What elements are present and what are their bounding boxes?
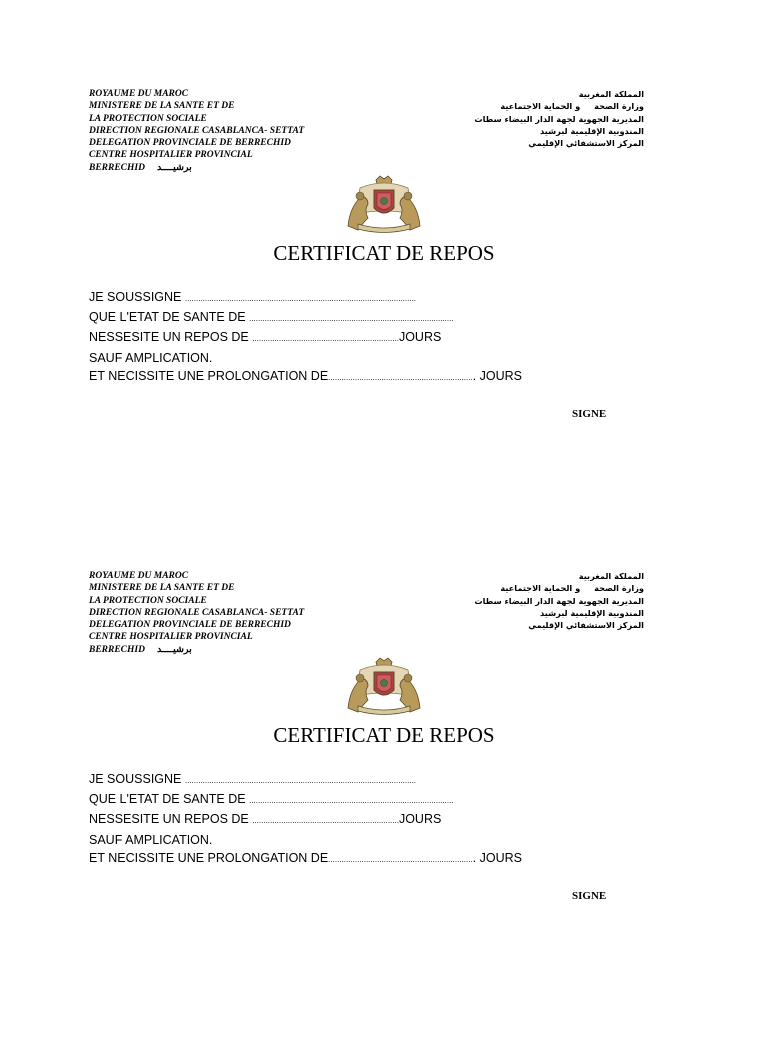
- certificate-form: [89, 770, 522, 869]
- header-left-line: DIRECTION REGIONALE CASABLANCA- SETTAT: [89, 125, 305, 136]
- certificate-form: [89, 288, 522, 387]
- fill-in-blank[interactable]: ..................................................................: [252, 816, 399, 826]
- signature-label: SIGNE: [572, 408, 607, 420]
- form-row-prolongation: [89, 367, 522, 387]
- header-left-line: LA PROTECTION SOCIALE: [89, 113, 207, 124]
- row-suffix: JOURS: [398, 812, 442, 827]
- row-label: SAUF AMPLICATION.: [89, 832, 213, 847]
- certificate-1: [0, 88, 768, 568]
- form-row-amplication: [89, 349, 522, 367]
- header-left-line: DELEGATION PROVINCIALE DE BERRECHID: [89, 620, 291, 631]
- header-left-line: ROYAUME DU MAROC: [89, 89, 189, 99]
- header-left-french: [89, 88, 304, 174]
- city-name: BERRECHID: [89, 162, 145, 173]
- header-left-line: MINISTERE DE LA SANTE ET DE: [89, 101, 235, 112]
- row-label: NESSESITE UN REPOS DE: [89, 330, 253, 345]
- form-row-amplication: [89, 831, 522, 849]
- header-left-line: CENTRE HOSPITALIER PROVINCIAL: [89, 632, 253, 643]
- city-name-arabic: برشيــــد: [156, 162, 192, 173]
- header-right-line: المندوبية الإقليمية لبرشيد: [540, 607, 644, 618]
- form-row-repos: [89, 810, 522, 830]
- row-label: SAUF AMPLICATION.: [89, 350, 213, 365]
- fill-in-blank[interactable]: .................................................................: [328, 854, 473, 864]
- form-row-repos: [89, 328, 522, 348]
- header-left-line: CENTRE HOSPITALIER PROVINCIAL: [89, 150, 253, 161]
- header-left-line: LA PROTECTION SOCIALE: [89, 595, 207, 606]
- header-right-line: [474, 100, 644, 112]
- header-right-arabic: [474, 88, 644, 149]
- fill-in-blank[interactable]: ..................................................................: [252, 334, 399, 344]
- coat-of-arms-icon: [342, 174, 426, 234]
- header-right-line: المركز الاستشفائي الإقليمي: [528, 138, 644, 149]
- fill-in-blank[interactable]: ........................................................................................................: [184, 294, 417, 303]
- header-right-line: المملكة المغربية: [578, 571, 644, 581]
- row-label: QUE L'ETAT DE SANTE DE: [89, 310, 250, 325]
- coat-of-arms-icon: [342, 656, 426, 716]
- city-name: BERRECHID: [89, 644, 145, 655]
- signature-label: SIGNE: [572, 890, 607, 902]
- form-row-prolongation: [89, 849, 522, 869]
- certificate-title: CERTIFICAT DE REPOS: [273, 723, 495, 747]
- row-label: ET NECISSITE UNE PROLONGATION DE: [89, 850, 329, 865]
- header-left-line: DIRECTION REGIONALE CASABLANCA- SETTAT: [89, 607, 305, 618]
- header-right-line: المملكة المغربية: [578, 89, 644, 99]
- header-right-line: المركز الاستشفائي الإقليمي: [528, 620, 644, 631]
- certificate-2: [0, 570, 768, 1050]
- city-name-arabic: برشيــــد: [156, 644, 192, 655]
- header-left-city: [89, 644, 304, 656]
- header-left-line: DELEGATION PROVINCIALE DE BERRECHID: [89, 138, 291, 149]
- fill-in-blank[interactable]: ............................................................................................: [249, 314, 454, 324]
- form-row-soussigne: [89, 288, 522, 308]
- header-right-ministry: وزارة الصحة: [594, 101, 644, 112]
- header-right-protection: و الحماية الاجتماعية: [500, 101, 581, 112]
- row-suffix: . JOURS: [472, 850, 522, 865]
- form-row-etat-de-sante: [89, 790, 522, 810]
- fill-in-blank[interactable]: .................................................................: [328, 372, 473, 382]
- header-right-line: المندوبية الإقليمية لبرشيد: [540, 125, 644, 136]
- header-left-city: [89, 162, 304, 174]
- row-label: NESSESITE UN REPOS DE: [89, 812, 253, 827]
- header-left-french: [89, 570, 304, 656]
- row-label: ET NECISSITE UNE PROLONGATION DE: [89, 368, 329, 383]
- row-suffix: JOURS: [398, 330, 442, 345]
- header-left-line: MINISTERE DE LA SANTE ET DE: [89, 583, 235, 594]
- header-right-line: [474, 582, 644, 594]
- form-row-soussigne: [89, 770, 522, 790]
- fill-in-blank[interactable]: ........................................................................................................: [184, 776, 417, 785]
- row-label: JE SOUSSIGNE: [89, 772, 185, 786]
- header-right-arabic: [474, 570, 644, 631]
- fill-in-blank[interactable]: ............................................................................................: [249, 796, 454, 806]
- row-suffix: . JOURS: [472, 368, 522, 383]
- header-right-ministry: وزارة الصحة: [594, 583, 644, 594]
- header-left-line: ROYAUME DU MAROC: [89, 571, 189, 581]
- certificate-title: CERTIFICAT DE REPOS: [273, 241, 495, 265]
- row-label: QUE L'ETAT DE SANTE DE: [89, 792, 250, 807]
- header-right-protection: و الحماية الاجتماعية: [500, 583, 581, 594]
- row-label: JE SOUSSIGNE: [89, 290, 185, 304]
- header-right-line: المديرية الجهوية لجهة الدار البيضاء سطات: [474, 595, 644, 606]
- form-row-etat-de-sante: [89, 308, 522, 328]
- header-right-line: المديرية الجهوية لجهة الدار البيضاء سطات: [474, 113, 644, 124]
